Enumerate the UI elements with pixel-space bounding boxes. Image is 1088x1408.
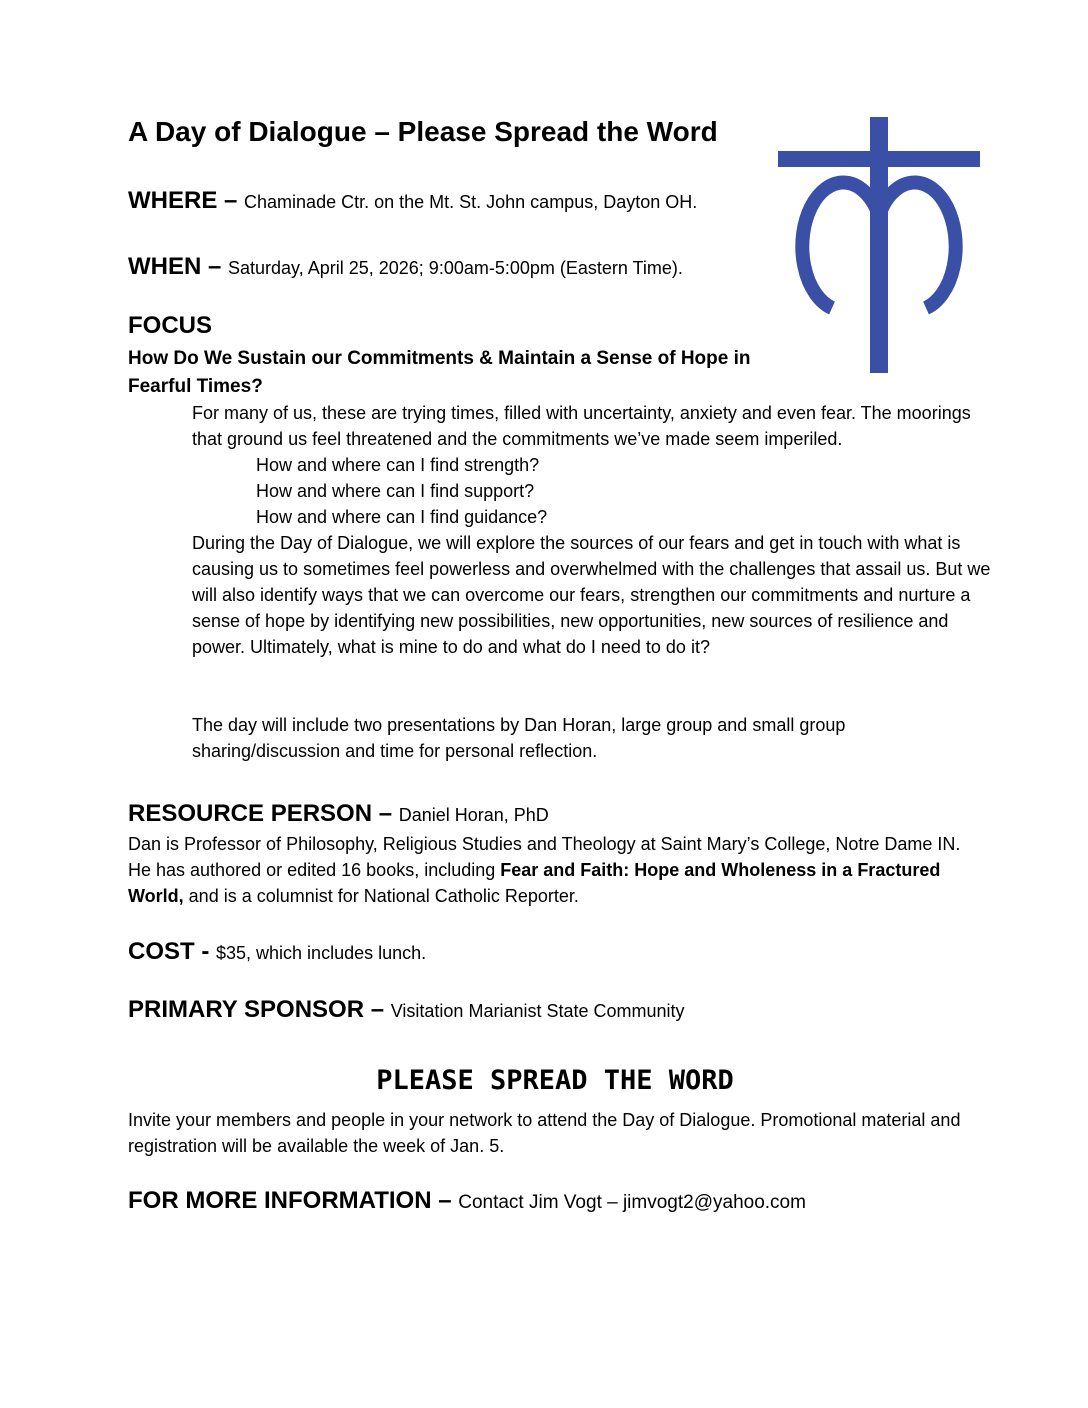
spread-text: Invite your members and people in your network to attend the Day of Dialogue. Promotional material and registration will be available the week of Jan. 5.	[128, 1110, 961, 1156]
focus-question: How Do We Sustain our Commitments & Maintain a Sense of Hope in Fearful Times?	[128, 348, 751, 397]
page-title: A Day of Dialogue – Please Spread the Word	[128, 116, 718, 147]
more-info-value: Contact Jim Vogt – jimvogt2@yahoo.com	[458, 1192, 806, 1213]
focus-paragraph: During the Day of Dialogue, we will explore the sources of our fears and get in touch with what is causing us to sometimes feel powerless and overwhelmed with the challenges that assail us. But we will also identify ways that we can overcome our fears, strengthen our commitments and nurture a sense of hope by identifying new possibilities, new opportunities, new sources of resilience and power. Ultimately, what is mine to do and what do I need to do it?	[192, 533, 991, 657]
when-value: Saturday, April 25, 2026; 9:00am-5:00pm (Eastern Time).	[228, 258, 683, 278]
resource-bio	[128, 831, 988, 909]
reflection-question: How and where can I find support?	[256, 481, 535, 501]
focus-intro: For many of us, these are trying times, filled with uncertainty, anxiety and even fear. The moorings that ground us feel threatened and the commitments we’ve made seem imperiled.	[192, 403, 971, 449]
where-label: WHERE –	[128, 187, 238, 214]
cost-value: $35, which includes lunch.	[216, 943, 427, 963]
focus-closing: The day will include two presentations by Dan Horan, large group and small group sharing/discussion and time for personal reflection.	[192, 715, 846, 761]
bio-start: Dan is Professor of Philosophy, Religious Studies and Theology at Saint Mary’s College, Notre Dame IN. He has authored or edited 16 books, including	[128, 834, 961, 880]
book-title: Fear and Faith: Hope and Wholeness in a Fractured World,	[128, 860, 941, 906]
resource-person-line	[128, 800, 549, 828]
focus-heading: FOCUS	[128, 312, 212, 339]
cost-line	[128, 938, 426, 966]
more-info-line	[128, 1187, 806, 1215]
when-label: WHEN –	[128, 253, 222, 280]
reflection-question: How and where can I find guidance?	[256, 507, 548, 527]
reflection-question: How and where can I find strength?	[256, 455, 540, 475]
more-info-label: FOR MORE INFORMATION –	[128, 1187, 452, 1214]
where-value: Chaminade Ctr. on the Mt. St. John campus, Dayton OH.	[244, 192, 698, 212]
sponsor-line	[128, 996, 685, 1024]
resource-value: Daniel Horan, PhD	[398, 805, 549, 825]
when-line	[128, 253, 683, 281]
bio-end: and is a columnist for National Catholic Reporter.	[183, 886, 579, 906]
sponsor-value: Visitation Marianist State Community	[390, 1001, 685, 1021]
where-line	[128, 187, 697, 215]
spread-heading: PLEASE SPREAD THE WORD	[376, 1065, 734, 1096]
resource-label: RESOURCE PERSON –	[128, 800, 393, 827]
cost-label: COST -	[128, 938, 210, 965]
marianist-cross-m-icon	[776, 115, 982, 375]
sponsor-label: PRIMARY SPONSOR –	[128, 996, 385, 1023]
